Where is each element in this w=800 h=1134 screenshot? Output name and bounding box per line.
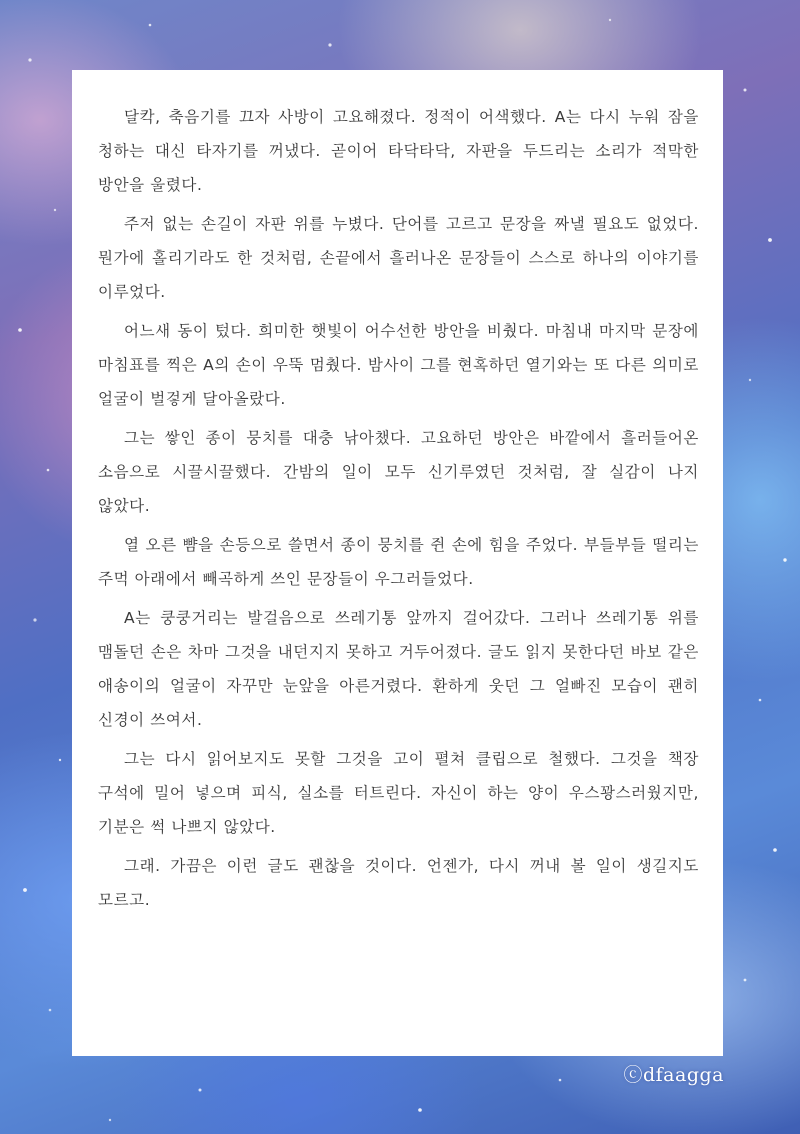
story-paragraph-7: 그는 다시 읽어보지도 못할 그것을 고이 펼쳐 클립으로 철했다. 그것을 책장 구석에 밀어 넣으며 피식, 실소를 터트린다. 자신이 하는 양이 우스꽝스러웠지만, 기분은 썩 나쁘지 않았다. bbox=[98, 750, 699, 836]
story-paragraph-3: 어느새 동이 텄다. 희미한 햇빛이 어수선한 방안을 비췄다. 마침내 마지막 문장에 마침표를 찍은 A의 손이 우뚝 멈췄다. 밤사이 그를 현혹하던 열기와는 또 다른 의미로 얼굴이 벌겋게 달아올랐다. bbox=[98, 322, 699, 408]
story-paragraph-5: 열 오른 뺨을 손등으로 쓸면서 종이 뭉치를 쥔 손에 힘을 주었다. 부들부들 떨리는 주먹 아래에서 빼곡하게 쓰인 문장들이 우그러들었다. bbox=[98, 536, 699, 588]
story-paragraph-4: 그는 쌓인 종이 뭉치를 대충 낚아챘다. 고요하던 방안은 바깥에서 흘러들어온 소음으로 시끌시끌했다. 간밤의 일이 모두 신기루였던 것처럼, 잘 실감이 나지 않았다. bbox=[98, 429, 699, 515]
author-credit: ⓒdfaagga bbox=[623, 1064, 724, 1086]
story-paragraph-1: 달칵, 축음기를 끄자 사방이 고요해졌다. 정적이 어색했다. A는 다시 누워 잠을 청하는 대신 타자기를 꺼냈다. 곧이어 타닥타닥, 자판을 두드리는 소리가 적막한 방안을 울렸다. bbox=[98, 108, 699, 194]
story-paragraph-2: 주저 없는 손길이 자판 위를 누볐다. 단어를 고르고 문장을 짜낼 필요도 없었다. 뭔가에 홀리기라도 한 것처럼, 손끝에서 흘러나온 문장들이 스스로 하나의 이야기를 이루었다. bbox=[98, 215, 699, 301]
story-paragraph-8: 그래. 가끔은 이런 글도 괜찮을 것이다. 언젠가, 다시 꺼내 볼 일이 생길지도 모르고. bbox=[98, 857, 699, 909]
story-page bbox=[72, 70, 723, 1056]
story-paragraph-6: A는 쿵쿵거리는 발걸음으로 쓰레기통 앞까지 걸어갔다. 그러나 쓰레기통 위를 맴돌던 손은 차마 그것을 내던지지 못하고 거두어졌다. 글도 읽지 못한다던 바보 같은 애송이의 얼굴이 자꾸만 눈앞을 아른거렸다. 환하게 웃던 그 얼빠진 모습이 괜히 신경이 쓰여서. bbox=[98, 609, 699, 729]
